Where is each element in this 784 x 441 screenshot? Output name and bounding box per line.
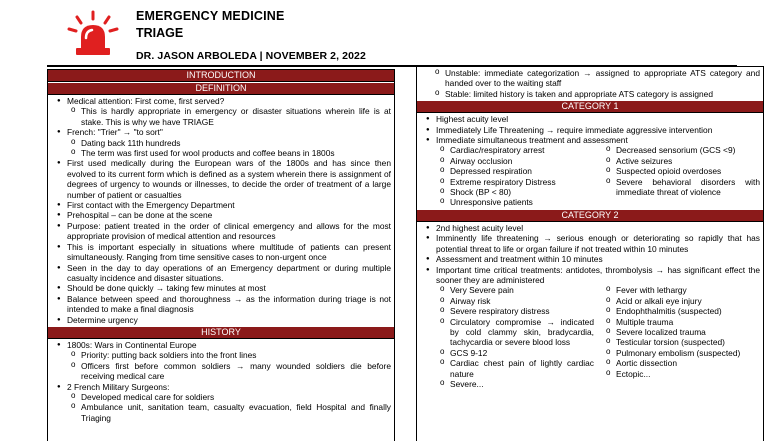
section-band-introduction: INTRODUCTION (48, 70, 394, 82)
list-item: o Cardiac chest pain of lightly cardiac nature (440, 358, 594, 379)
list-item: o Endophthalmitis (suspected) (606, 306, 760, 316)
document-title: EMERGENCY MEDICINE (136, 9, 285, 23)
list-item: ● Immediately Life Threatening → require immediate aggressive intervention (424, 125, 760, 135)
list-item: ● 2 French Military Surgeons: o Developed medical care for soldiers o Ambulance unit, sanitation team, casualty evacuation, field Hospital and finally Triaging (55, 382, 391, 424)
list-item: ● French: "Trier" → "to sort" o Dating back 11th hundreds o The term was first used for wool products and coffee beans in 1800s (55, 127, 391, 158)
list-item: o Officers first before common soldiers → many wounded soldiers die before receiving medical care (71, 361, 391, 382)
list-item: ● Prehospital – can be done at the scene (55, 210, 391, 220)
list-item: o Active seizures (606, 156, 760, 166)
list-item: ● Imminently life threatening → serious enough or deteriorating so rapidly that has potential threat to life or organ failure if not treated within 10 minutes (424, 233, 760, 254)
list-item: o Stable: limited history is taken and appropriate ATS category is assigned (435, 89, 760, 99)
list-item: o Acid or alkali eye injury (606, 296, 760, 306)
list-item: o Ectopic... (606, 369, 760, 379)
list-item: ● 2nd highest acuity level (424, 223, 760, 233)
list-item: o Developed medical care for soldiers (71, 392, 391, 402)
list-item: o Severe behavioral disorders with immediate threat of violence (606, 177, 760, 198)
list-item: ● Determine urgency (55, 315, 391, 325)
list-item: o This is hardly appropriate in emergency or disaster situations wherein life is at stake. This is why we have TRIAGE (71, 106, 391, 127)
list-item: o Dating back 11th hundreds (71, 138, 391, 148)
list-item: o Fever with lethargy (606, 285, 760, 295)
list-item: o Suspected opioid overdoses (606, 166, 760, 176)
history-list (48, 339, 394, 424)
list-item: o Testicular torsion (suspected) (606, 337, 760, 347)
section-band-definition: DEFINITION (48, 82, 394, 95)
list-item: o Cardiac/respiratory arrest (440, 145, 594, 155)
list-item: ● Balance between speed and thoroughness → as the information during triage is not intended to make a final diagnosis (55, 294, 391, 315)
triage-steps-list (417, 67, 763, 100)
list-item: o Shock (BP < 80) (440, 187, 594, 197)
section-band-category-2: CATEGORY 2 (417, 209, 763, 222)
list-item: o Unstable: immediate categorization → assigned to appropriate ATS category and handed over to the waiting staff (435, 68, 760, 89)
list-item: o Unresponsive patients (440, 197, 594, 207)
list-item: o Depressed respiration (440, 166, 594, 176)
list-item: o Circulatory compromise → indicated by cold clammy skin, bradycardia, tachycardia or severe blood loss (440, 317, 594, 348)
list-item: o The term was first used for wool products and coffee beans in 1800s (71, 148, 391, 158)
section-band-history: HISTORY (48, 326, 394, 339)
list-item: ● Important time critical treatments: antidotes, thrombolysis → has significant effect the sooner they are administered o Very Severe pain o Airway risk o Severe respiratory distress o Circulatory compromise → indicated by cold clammy skin, bradycardia, tachycardia or severe blood loss o GCS 9-12 o Cardiac chest pain of lightly cardiac nature o Severe... o Fever with lethargy o Acid or alkali eye injury o Endophthalmitis (suspected) o Multiple trauma o Severe localized trauma o Testicular torsion (suspected) o Pulmonary embolism (suspected) o Aortic dissection o Ectopic... (424, 265, 760, 390)
list-item: ● First contact with the Emergency Department (55, 200, 391, 210)
list-item: ● Purpose: patient treated in the order of clinical emergency and allows for the most appropriate provision of medical attention and resources (55, 221, 391, 242)
definition-list (48, 95, 394, 326)
list-item: o Severe... (440, 379, 594, 389)
list-item: o Extreme respiratory Distress (440, 177, 594, 187)
list-item: o Decreased sensorium (GCS <9) (606, 145, 760, 155)
list-item: o Pulmonary embolism (suspected) (606, 348, 760, 358)
list-item: ● First used medically during the European wars of the 1800s and has since then evolved to its current form which is defined as a system wherein there is assignment of degrees of urgency to wounds or illnesses, to decide the order of treatment of a large number of patient or casualties (55, 158, 391, 200)
list-item: ● Medical attention: First come, first served? o This is hardly appropriate in emergency or disaster situations wherein life is at stake. This is why we have TRIAGE (55, 96, 391, 127)
list-item: ● Immediate simultaneous treatment and assessment o Cardiac/respiratory arrest o Airway occlusion o Depressed respiration o Extreme respiratory Distress o Shock (BP < 80) o Unresponsive patients o Decreased sensorium (GCS <9) o Active seizures o Suspected opioid overdoses o Severe behavioral disorders with immediate threat of violence (424, 135, 760, 208)
list-item: o Very Severe pain (440, 285, 594, 295)
byline: DR. JASON ARBOLEDA | NOVEMBER 2, 2022 (136, 50, 366, 62)
category-2-list (417, 222, 763, 391)
list-item: ● Assessment and treatment within 10 minutes (424, 254, 760, 264)
list-item: o Aortic dissection (606, 358, 760, 368)
list-item: o Priority: putting back soldiers into the front lines (71, 350, 391, 360)
category-1-list (417, 113, 763, 209)
list-item: o Multiple trauma (606, 317, 760, 327)
list-item: o Ambulance unit, sanitation team, casualty evacuation, field Hospital and finally Triaging (71, 402, 391, 423)
left-column (47, 69, 395, 441)
list-item: o Severe respiratory distress (440, 306, 594, 316)
right-column (416, 66, 764, 441)
list-item: ● Seen in the day to day operations of an Emergency department or during multiple casualty incidence and disaster situations. (55, 263, 391, 284)
list-item: ● Should be done quickly → taking few minutes at most (55, 283, 391, 293)
list-item: o Severe localized trauma (606, 327, 760, 337)
list-item: o Airway risk (440, 296, 594, 306)
list-item: o GCS 9-12 (440, 348, 594, 358)
section-band-category-1: CATEGORY 1 (417, 100, 763, 113)
list-item: ● Highest acuity level (424, 114, 760, 124)
list-item: ● This is important especially in situations where multitude of patients can present simultaneously. Ranging from time sensitive cases to non-urgent once (55, 242, 391, 263)
list-item: o Airway occlusion (440, 156, 594, 166)
siren-icon (66, 10, 120, 58)
document-subtitle: TRIAGE (136, 26, 184, 40)
list-item: ● 1800s: Wars in Continental Europe o Priority: putting back soldiers into the front lines o Officers first before common soldiers → many wounded soldiers die before receiving medical care (55, 340, 391, 382)
